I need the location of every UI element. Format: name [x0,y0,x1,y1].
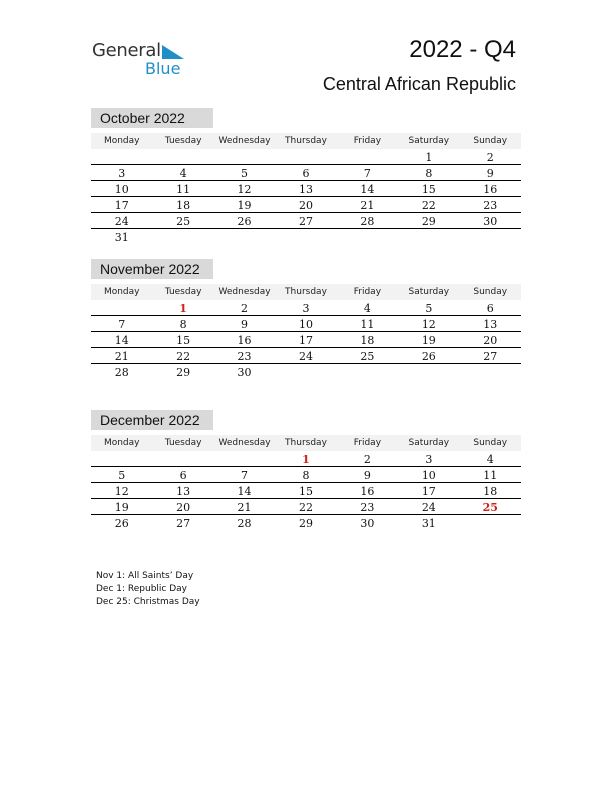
country-name: Central African Republic [322,74,516,94]
week-row [91,165,521,181]
weekday-label: Tuesday [164,438,202,448]
day-cell: 27 [298,215,313,228]
weekday-label: Tuesday [164,287,202,297]
day-cell: 17 [298,334,313,347]
day-cell: 15 [298,485,313,498]
weekday-label: Monday [103,438,140,448]
weekday-header-row [91,435,521,451]
week-row [91,300,521,316]
day-cell: 30 [483,215,498,228]
weekday-label: Monday [103,287,140,297]
weekday-label: Wednesday [218,287,271,297]
day-cell: 17 [114,199,129,212]
weekday-header-row [91,133,521,149]
day-cell: 26 [114,517,129,530]
empty-day-cell [152,229,213,245]
empty-day-cell [214,451,275,466]
day-cell: 22 [421,199,436,212]
day-cell: 23 [360,501,375,514]
weekday-label: Thursday [285,438,327,448]
day-cell: 13 [176,485,191,498]
weekday-label: Sunday [473,287,508,297]
month-november [91,259,521,380]
week-row [91,213,521,229]
day-cell: 13 [483,318,498,331]
weekday-label: Thursday [285,287,327,297]
day-cell: 2 [486,151,494,164]
day-cell: 29 [421,215,436,228]
day-cell: 2 [241,302,249,315]
empty-day-cell [460,515,521,531]
day-cell: 12 [114,485,129,498]
month-october [91,108,521,245]
day-cell: 3 [302,302,310,315]
day-cell: 4 [363,302,371,315]
day-cell: 9 [241,318,249,331]
empty-day-cell [152,451,213,466]
day-cell: 14 [114,334,129,347]
day-cell: 5 [118,469,126,482]
empty-day-cell [91,300,152,315]
weekday-label: Tuesday [164,136,202,146]
day-cell: 18 [483,485,498,498]
day-cell: 16 [483,183,498,196]
day-cell: 16 [360,485,375,498]
page-title: 2022 - Q4 [409,36,516,63]
day-cell: 22 [298,501,313,514]
empty-day-cell [337,364,398,380]
day-cell: 18 [360,334,375,347]
day-cell: 13 [298,183,313,196]
day-cell: 6 [486,302,494,315]
day-cell: 6 [302,167,310,180]
weeks-grid [91,300,521,380]
day-cell: 1 [425,151,433,164]
day-cell: 3 [425,453,433,466]
day-cell: 10 [421,469,436,482]
day-cell: 4 [486,453,494,466]
weekday-label: Monday [103,136,140,146]
generalblue-logo [92,40,192,80]
empty-day-cell [460,229,521,245]
day-cell: 3 [118,167,126,180]
logo-text-blue: Blue [145,59,181,78]
day-cell: 27 [176,517,191,530]
day-cell: 18 [176,199,191,212]
day-cell: 24 [421,501,436,514]
logo-triangle-icon [162,45,184,59]
week-row [91,483,521,499]
day-cell: 17 [421,485,436,498]
empty-day-cell [91,149,152,164]
day-cell: 12 [421,318,436,331]
day-cell: 30 [360,517,375,530]
day-cell: 11 [360,318,375,331]
weekday-label: Friday [353,136,382,146]
week-row [91,332,521,348]
day-cell: 6 [179,469,187,482]
week-row [91,316,521,332]
day-cell: 9 [363,469,371,482]
day-cell: 5 [425,302,433,315]
day-cell: 19 [421,334,436,347]
day-cell: 31 [421,517,436,530]
empty-day-cell [275,149,336,164]
day-cell: 29 [176,366,191,379]
weeks-grid [91,451,521,531]
day-cell: 25 [360,350,375,363]
day-cell: 10 [114,183,129,196]
day-cell: 23 [483,199,498,212]
week-row [91,364,521,380]
day-cell: 20 [483,334,498,347]
day-cell: 19 [237,199,252,212]
week-row [91,229,521,245]
weekday-label: Saturday [408,438,450,448]
empty-day-cell [337,149,398,164]
day-cell: 15 [176,334,191,347]
week-row [91,197,521,213]
empty-day-cell [152,149,213,164]
weekday-label: Saturday [408,287,450,297]
holiday-note: Nov 1: All Saints’ Day [96,571,194,581]
day-cell: 26 [421,350,436,363]
day-cell: 22 [176,350,191,363]
day-cell: 28 [237,517,252,530]
logo-text-general: General [92,40,161,61]
day-cell: 21 [114,350,129,363]
day-cell: 24 [114,215,129,228]
empty-day-cell [214,229,275,245]
weekday-label: Friday [353,438,382,448]
day-cell: 16 [237,334,252,347]
day-cell: 7 [241,469,249,482]
weekday-header-row [91,284,521,300]
day-cell: 14 [237,485,252,498]
day-cell: 8 [179,318,187,331]
empty-day-cell [275,364,336,380]
weekday-label: Wednesday [218,136,271,146]
day-cell: 28 [360,215,375,228]
weekday-label: Sunday [473,136,508,146]
holiday-note: Dec 25: Christmas Day [96,597,200,607]
empty-day-cell [91,451,152,466]
day-cell: 19 [114,501,129,514]
day-cell: 28 [114,366,129,379]
empty-day-cell [337,229,398,245]
empty-day-cell [460,364,521,380]
week-row [91,515,521,531]
weekday-label: Sunday [473,438,508,448]
empty-day-cell [214,149,275,164]
weekday-label: Friday [353,287,382,297]
day-cell: 11 [176,183,191,196]
week-row [91,451,521,467]
month-title: October 2022 [91,108,213,128]
empty-day-cell [275,229,336,245]
holiday-notes [96,570,200,609]
day-cell: 4 [179,167,187,180]
day-cell: 27 [483,350,498,363]
day-cell: 23 [237,350,252,363]
month-title: December 2022 [91,410,213,430]
day-cell: 31 [114,231,129,244]
day-cell: 11 [483,469,498,482]
day-cell: 21 [237,501,252,514]
holiday-note: Dec 1: Republic Day [96,584,187,594]
day-cell: 5 [241,167,249,180]
day-cell: 30 [237,366,252,379]
week-row [91,348,521,364]
day-cell: 25 [176,215,191,228]
weeks-grid [91,149,521,245]
day-cell: 20 [176,501,191,514]
day-cell: 7 [118,318,126,331]
day-cell: 8 [425,167,433,180]
week-row [91,181,521,197]
week-row [91,467,521,483]
weekday-label: Thursday [285,136,327,146]
day-cell: 10 [298,318,313,331]
day-cell: 7 [363,167,371,180]
holiday-day-cell: 1 [302,453,310,466]
day-cell: 29 [298,517,313,530]
weekday-label: Wednesday [218,438,271,448]
empty-day-cell [398,229,459,245]
holiday-day-cell: 1 [179,302,187,315]
day-cell: 8 [302,469,310,482]
day-cell: 21 [360,199,375,212]
month-title: November 2022 [91,259,213,279]
holiday-day-cell: 25 [482,501,498,514]
day-cell: 2 [363,453,371,466]
day-cell: 24 [298,350,313,363]
day-cell: 14 [360,183,375,196]
day-cell: 26 [237,215,252,228]
week-row [91,499,521,515]
day-cell: 9 [486,167,494,180]
month-december [91,410,521,531]
day-cell: 20 [298,199,313,212]
day-cell: 15 [421,183,436,196]
weekday-label: Saturday [408,136,450,146]
empty-day-cell [398,364,459,380]
day-cell: 12 [237,183,252,196]
week-row [91,149,521,165]
